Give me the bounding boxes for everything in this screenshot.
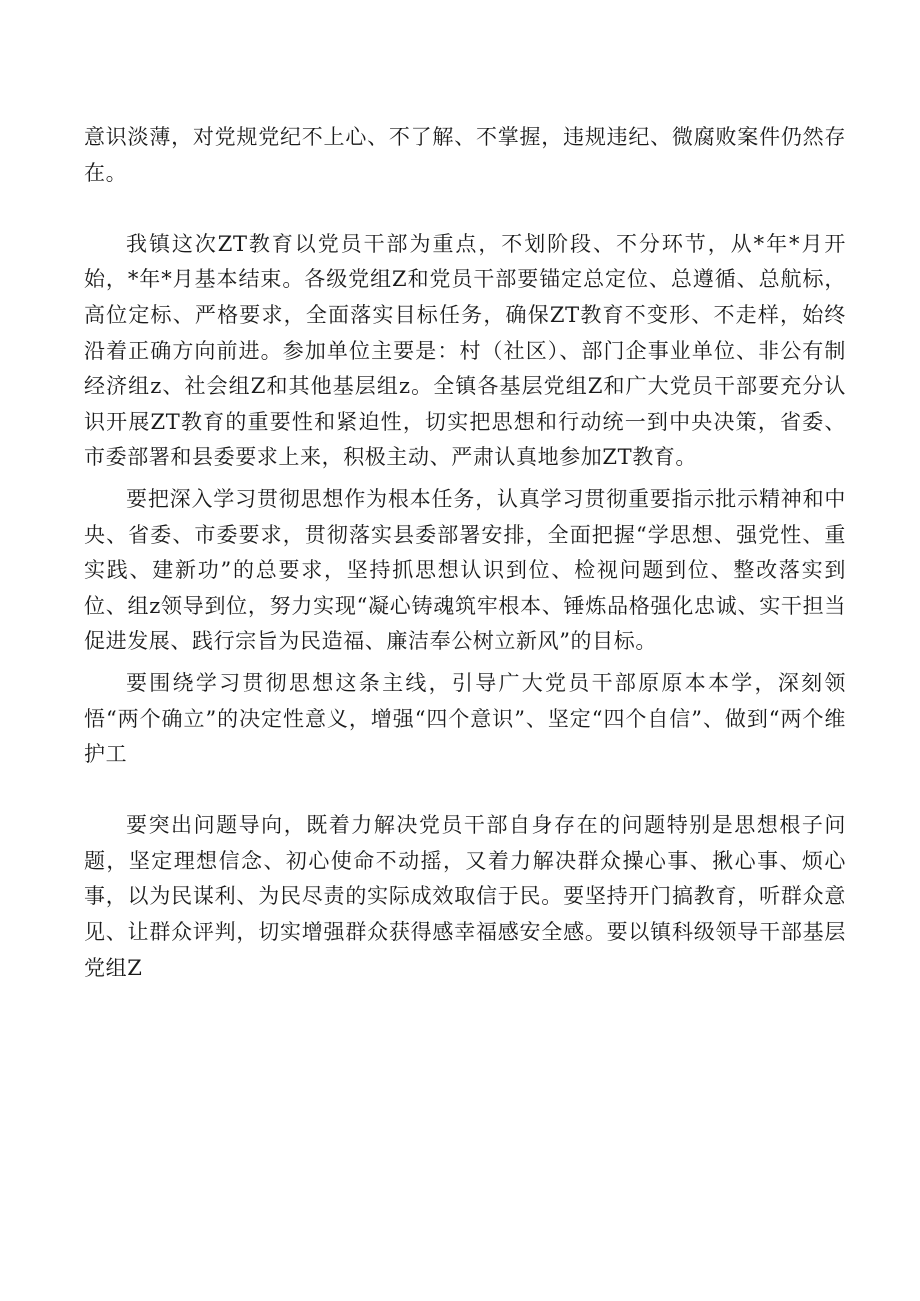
paragraph-4: 要围绕学习贯彻思想这条主线，引导广大党员干部原原本本学，深刻领悟“两个确立”的决定性意义，增强“四个意识”、坚定“四个自信”、做到“两个维护工	[84, 670, 846, 767]
paragraph-1: 意识淡薄，对党规党纪不上心、不了解、不掌握，违规违纪、微腐败案件仍然存在。	[84, 125, 846, 185]
paragraph-2: 我镇这次ZT教育以党员干部为重点，不划阶段、不分环节，从*年*月开始，*年*月基本结束。各级党组Z和党员干部要锚定总定位、总遵循、总航标，高位定标、严格要求，全面落实目标任务，确保ZT教育不变形、不走样，始终沿着正确方向前进。参加单位主要是：村（社区）、部门企事业单位、非公有制经济组z、社会组Z和其他基层组z。全镇各基层党组Z和广大党员干部要充分认识开展ZT教育的重要性和紧迫性，切实把思想和行动统一到中央决策，省委、市委部署和县委要求上来，积极主动、严肃认真地参加ZT教育。	[84, 231, 846, 470]
document-page	[84, 120, 846, 986]
paragraph-5: 要突出问题导向，既着力解决党员干部自身存在的问题特别是思想根子问题，坚定理想信念、初心使命不动摇，又着力解决群众操心事、揪心事、烦心事，以为民谋利、为民尽责的实际成效取信于民。要坚持开门搞教育，听群众意见、让群众评判，切实增强群众获得感幸福感安全感。要以镇科级领导干部基层党组Z	[84, 813, 846, 980]
paragraph-3: 要把深入学习贯彻思想作为根本任务，认真学习贯彻重要指示批示精神和中央、省委、市委要求，贯彻落实县委部署安排，全面把握“学思想、强党性、重实践、建新功”的总要求，坚持抓思想认识到位、检视问题到位、整改落实到位、组z领导到位，努力实现“凝心铸魂筑牢根本、锤炼品格强化忠诚、实干担当促进发展、践行宗旨为民造福、廉洁奉公树立新风”的目标。	[84, 486, 846, 654]
